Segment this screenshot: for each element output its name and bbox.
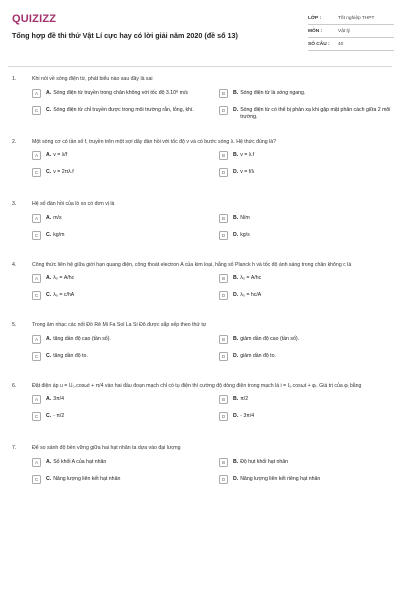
option-text: m/s: [53, 214, 62, 221]
option-label: C.: [46, 413, 52, 419]
option-label: D.: [233, 413, 239, 419]
answer-option-b[interactable]: [219, 396, 392, 408]
question-number: 6.: [12, 382, 17, 389]
question-header: [8, 383, 392, 391]
option-label: B.: [233, 214, 239, 221]
question-item: [8, 201, 392, 244]
question-item: [8, 139, 392, 182]
answer-options: [32, 90, 392, 121]
question-text: Công thức liên hệ giữa giới hạn quang điện, công thoát electron A của kim loại, hằng số Planck h và tốc độ ánh sáng trong chân không c là: [32, 261, 352, 268]
option-text: N/m: [240, 214, 250, 221]
option-label: D.: [233, 231, 239, 238]
option-label: B.: [233, 152, 239, 158]
option-label: A.: [46, 396, 52, 402]
worksheet-title: Tổng hợp đề thi thử Vật Lí cực hay có lời giải năm 2020 (đề số 13): [12, 31, 238, 40]
answer-option-a[interactable]: [32, 215, 205, 227]
meta-row-class: [308, 12, 394, 25]
option-label: A.: [46, 335, 52, 342]
option-letter-badge: D: [219, 231, 228, 240]
answer-options: [32, 152, 392, 181]
option-letter-badge: B: [219, 335, 228, 344]
option-text: 3π/4: [53, 396, 64, 402]
option-letter-badge: C: [32, 352, 41, 361]
option-letter-badge: A: [32, 89, 41, 98]
header-divider: [8, 66, 392, 67]
option-label: D.: [233, 106, 239, 113]
answer-option-c[interactable]: [32, 232, 205, 244]
meta-table: [308, 12, 394, 51]
option-letter-badge: C: [32, 412, 41, 421]
option-label: C.: [46, 352, 52, 359]
question-list: [8, 76, 392, 488]
question-number: 4.: [12, 261, 17, 268]
option-letter-badge: D: [219, 291, 228, 300]
option-text: v = λ/f: [53, 152, 68, 158]
option-label: B.: [233, 458, 239, 465]
question-header: [8, 262, 392, 270]
answer-option-d[interactable]: [219, 292, 392, 304]
option-label: D.: [233, 169, 239, 175]
option-letter-badge: C: [32, 231, 41, 240]
answer-option-a[interactable]: [32, 336, 205, 348]
answer-option-a[interactable]: [32, 152, 205, 164]
option-label: C.: [46, 475, 52, 482]
option-label: A.: [46, 275, 52, 281]
option-text: v = f/λ: [240, 169, 255, 175]
option-letter-badge: D: [219, 475, 228, 484]
answer-option-c[interactable]: [32, 413, 205, 425]
answer-option-b[interactable]: [219, 275, 392, 287]
answer-option-b[interactable]: [219, 152, 392, 164]
question-text: Đặt điện áp u = U₀.cosωt + π/4 vào hai đầu đoạn mạch chỉ có tụ điện thì cường độ dòng điện trong mạch là i = I₀.cosωt + φᵢ. Giá trị của φᵢ bằng: [32, 382, 362, 389]
worksheet-header: [8, 8, 392, 62]
option-letter-badge: C: [32, 168, 41, 177]
meta-label: LỚP :: [308, 15, 322, 21]
question-text: Trong âm nhạc các nốt Đồ Rê Mi Fa Sol La Si Đô được sắp xếp theo thứ tự: [32, 322, 207, 328]
option-letter-badge: C: [32, 291, 41, 300]
option-label: B.: [233, 335, 239, 342]
option-letter-badge: A: [32, 151, 41, 160]
answer-option-d[interactable]: [219, 169, 392, 181]
question-item: [8, 76, 392, 121]
question-number: 3.: [12, 201, 17, 207]
option-label: D.: [233, 292, 239, 298]
option-text: λ₀ = c/hA: [53, 292, 75, 298]
option-text: Năng lượng liên kết hạt nhân: [53, 475, 121, 482]
option-text: Sóng điện từ có thể bị phản xạ khi gặp mặt phân cách giữa 2 môi trường.: [240, 106, 391, 120]
meta-value: Tốt nghiệp THPT: [338, 15, 375, 21]
option-text: λ₀ = hc/A: [240, 292, 262, 298]
answer-option-a[interactable]: [32, 396, 205, 408]
option-label: B.: [233, 89, 239, 96]
answer-option-a[interactable]: [32, 90, 205, 102]
answer-option-d[interactable]: [219, 107, 392, 121]
question-header: [8, 76, 392, 84]
option-label: A.: [46, 214, 52, 221]
option-text: tăng dần độ to.: [53, 352, 88, 359]
option-label: D.: [233, 475, 239, 482]
option-text: Độ hụt khối hạt nhân: [240, 458, 289, 465]
answer-options: [32, 459, 392, 488]
option-letter-badge: D: [219, 106, 228, 115]
option-letter-badge: B: [219, 458, 228, 467]
question-text: Một sóng cơ có tần số f, truyền trên một sợi dây đàn hồi với tốc độ v và có bước sóng λ. Hệ thức đúng là?: [32, 138, 277, 145]
answer-option-d[interactable]: [219, 476, 392, 488]
question-header: [8, 201, 392, 209]
option-text: v = λ.f: [240, 152, 255, 158]
option-text: Sóng điện từ truyền trong chân không với tốc độ 3.10⁸ m/s: [53, 89, 188, 96]
meta-label: SỐ CÂU :: [308, 41, 330, 47]
question-text: Khi nói về sóng điện từ, phát biểu nào sau đây là sai: [32, 76, 153, 82]
answer-option-c[interactable]: [32, 476, 205, 488]
question-number: 7.: [12, 445, 17, 451]
option-text: v = 2πλ.f: [53, 169, 74, 175]
option-letter-badge: A: [32, 214, 41, 223]
option-text: - 3π/4: [240, 413, 255, 419]
option-label: C.: [46, 106, 52, 113]
option-letter-badge: B: [219, 89, 228, 98]
option-letter-badge: A: [32, 335, 41, 344]
meta-row-subject: [308, 25, 394, 38]
question-number: 5.: [12, 322, 17, 328]
option-label: A.: [46, 89, 52, 96]
meta-label: MÔN :: [308, 28, 323, 34]
option-letter-badge: B: [219, 395, 228, 404]
meta-value: 40: [338, 41, 344, 47]
option-letter-badge: D: [219, 352, 228, 361]
option-letter-badge: B: [219, 214, 228, 223]
option-label: C.: [46, 231, 52, 238]
answer-option-d[interactable]: [219, 413, 392, 425]
option-letter-badge: A: [32, 274, 41, 283]
answer-option-d[interactable]: [219, 353, 392, 365]
question-text: Hệ số đàn hồi của lò xo có đơn vị là: [32, 201, 115, 207]
question-header: [8, 139, 392, 147]
answer-option-c[interactable]: [32, 353, 205, 365]
answer-option-b[interactable]: [219, 336, 392, 348]
answer-option-c[interactable]: [32, 169, 205, 181]
answer-option-b[interactable]: [219, 90, 392, 102]
answer-option-b[interactable]: [219, 459, 392, 471]
option-text: Sóng điện từ là sóng ngang.: [240, 89, 306, 96]
option-text: giảm dần độ to.: [240, 352, 276, 359]
option-text: kg/m: [53, 231, 65, 238]
meta-value: Vật lý: [338, 28, 350, 34]
answer-option-a[interactable]: [32, 459, 205, 471]
option-text: Sóng điện từ chỉ truyền được trong môi trường rắn, lỏng, khí.: [53, 106, 194, 113]
question-header: [8, 322, 392, 330]
question-text: Để so sánh độ bền vững giữa hai hạt nhân ta dựa vào đại lượng: [32, 445, 181, 451]
answer-options: [32, 336, 392, 365]
option-text: giảm dần độ cao (tần số).: [240, 335, 300, 342]
question-item: [8, 445, 392, 488]
option-label: D.: [233, 352, 239, 359]
question-item: [8, 262, 392, 305]
option-text: λ₀ = A/hc: [240, 275, 262, 281]
question-number: 1.: [12, 76, 17, 82]
option-label: B.: [233, 396, 239, 402]
question-header: [8, 445, 392, 453]
option-label: A.: [46, 458, 52, 465]
answer-option-c[interactable]: [32, 107, 205, 121]
quizizz-logo: QUIZIZZ: [12, 13, 57, 25]
option-letter-badge: B: [219, 151, 228, 160]
option-text: π/2: [240, 396, 249, 402]
option-text: Số khối A của hạt nhân: [53, 458, 107, 465]
option-label: C.: [46, 169, 52, 175]
option-text: kg/s: [240, 231, 250, 238]
answer-options: [32, 215, 392, 244]
option-text: tăng dần độ cao (tần số).: [53, 335, 111, 342]
question-item: [8, 383, 392, 426]
option-letter-badge: D: [219, 412, 228, 421]
option-letter-badge: A: [32, 458, 41, 467]
question-number: 2.: [12, 138, 17, 145]
answer-option-a[interactable]: [32, 275, 205, 287]
answer-option-b[interactable]: [219, 215, 392, 227]
answer-option-c[interactable]: [32, 292, 205, 304]
option-letter-badge: B: [219, 274, 228, 283]
option-letter-badge: A: [32, 395, 41, 404]
option-label: B.: [233, 275, 239, 281]
option-text: λ₀ = A/hc: [53, 275, 75, 281]
answer-options: [32, 396, 392, 425]
option-letter-badge: C: [32, 475, 41, 484]
answer-option-d[interactable]: [219, 232, 392, 244]
question-item: [8, 322, 392, 365]
option-label: C.: [46, 292, 52, 298]
option-text: Năng lượng liên kết riêng hạt nhân: [240, 475, 321, 482]
meta-row-count: [308, 38, 394, 51]
option-text: - π/2: [53, 413, 65, 419]
option-label: A.: [46, 152, 52, 158]
answer-options: [32, 275, 392, 304]
option-letter-badge: C: [32, 106, 41, 115]
option-letter-badge: D: [219, 168, 228, 177]
